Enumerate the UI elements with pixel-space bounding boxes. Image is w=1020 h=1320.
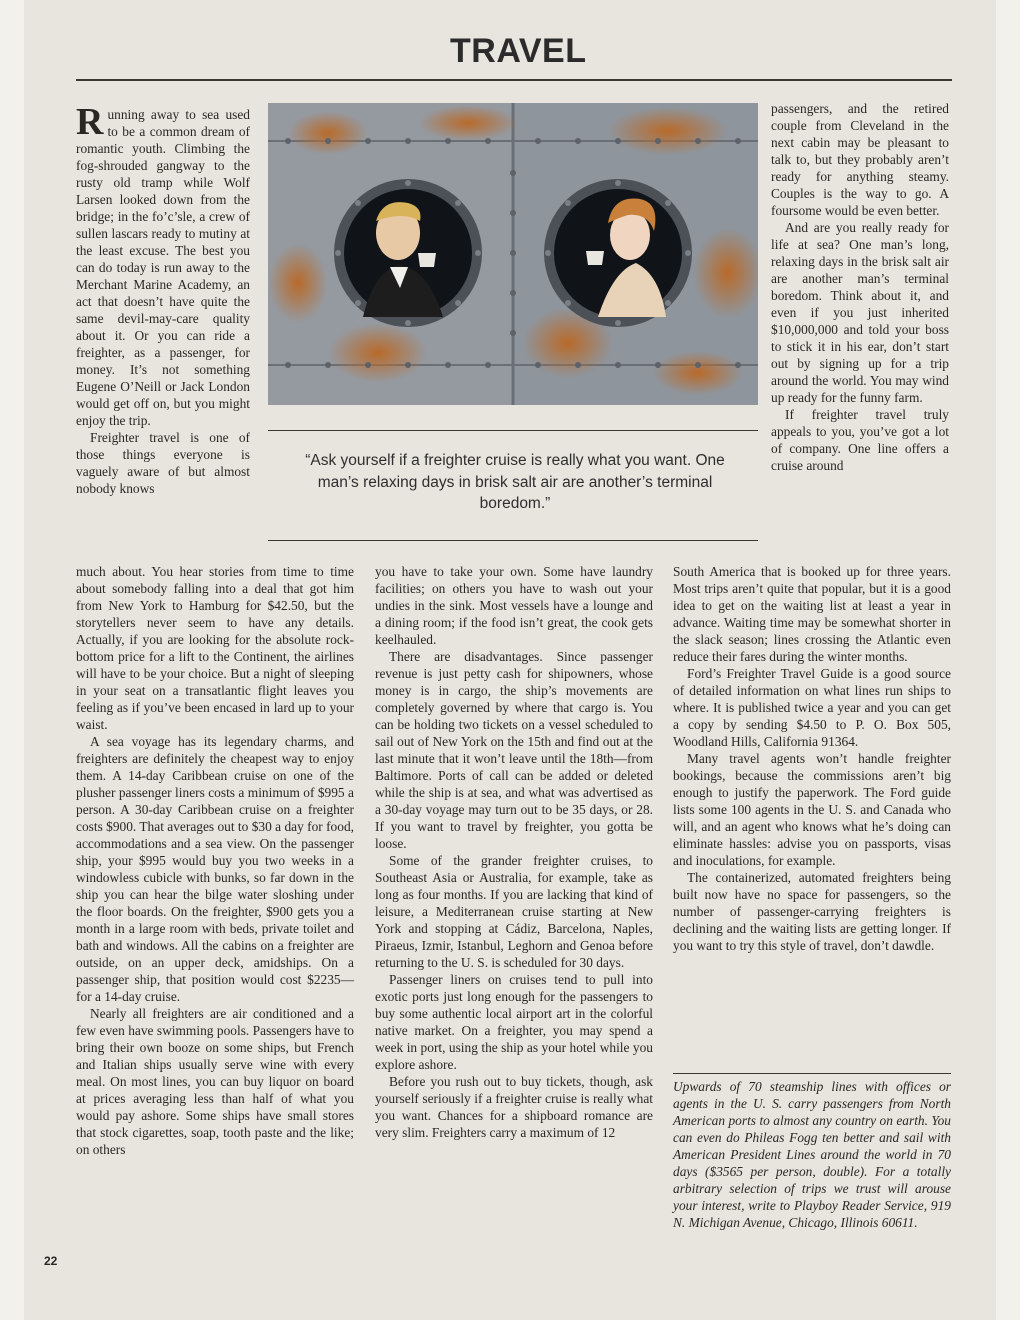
paragraph: you have to take your own. Some have laundry facilities; on others you have to wash out your undies in the sink. Most vessels have a lounge and a dining room; if the food isn’t great, the cook gets keelhauled. bbox=[375, 564, 653, 647]
quote-rule-bottom bbox=[268, 540, 758, 541]
column-3-top bbox=[771, 100, 949, 474]
paragraph: South America that is booked up for three years. Most trips aren’t quite that popular, but it is a good idea to get on the waiting list at least a year in advance. Waiting time may be somewhat shorter in the slack season; lines crossing the Atlantic even reduce their fares during the winter months. bbox=[673, 564, 951, 664]
paragraph: Some of the grander freighter cruises, to Southeast Asia or Australia, for example, take as long as four months. If you are lacking that kind of leisure, a Mediterranean cruise starting at New York and stopping at Cádiz, Barcelona, Naples, Piraeus, Izmir, Istanbul, Leghorn and Genoa before returning to the U. S. is scheduled for 30 days. bbox=[375, 853, 653, 970]
column-2 bbox=[375, 563, 653, 1141]
paragraph: passengers, and the retired couple from Cleveland in the next cabin may be pleasant to talk to, but they probably aren’t ready for anything steamy. Couples is the way to go. A foursome would be even better. bbox=[771, 101, 949, 218]
paragraph: Ford’s Freighter Travel Guide is a good source of detailed information on what lines run ships to where. It is published twice a year and you can get a copy by sending $4.50 to P. O. Box 505, Woodland Hills, California 91364. bbox=[673, 666, 951, 749]
paragraph: There are disadvantages. Since passenger revenue is just petty cash for shipowners, whose money is in cargo, the ship’s movements are completely governed by where that cargo is. You can be holding two tickets on a vessel scheduled to sail out of New York on the 15th and find out at the last minute that it won’t leave until the 18th—from Baltimore. Ports of call can be added or deleted while the ship is at sea, and what was advertised as a 30-day voyage may turn out to be 35 days, or 28. If you want to travel by freighter, you gotta be loose. bbox=[375, 649, 653, 851]
drop-cap: R bbox=[76, 101, 104, 143]
paragraph: Passenger liners on cruises tend to pull into exotic ports just long enough for the passengers to buy some authentic local airport art in the colorful native market. On a freighter, you may spend a week in port, using the ship as your hotel while you explore ashore. bbox=[375, 972, 653, 1072]
column-1-bottom bbox=[76, 563, 354, 1158]
paragraph: Before you rush out to buy tickets, though, ask yourself seriously if a freighter cruise is really what you want. Chances for a shipboard romance are very slim. Freighters carry a maximum of 12 bbox=[375, 1074, 653, 1140]
header-rule bbox=[76, 79, 952, 81]
paragraph bbox=[76, 101, 250, 429]
paragraph: Nearly all freighters are air conditioned and a few even have swimming pools. Passengers have to bring their own booze on some ships, but French and Italian ships usually serve wine with every meal. On most lines, you can buy liquor on board at prices averaging less than half of what you would pay ashore. Some ships have small stores that stock cigarettes, soap, tooth paste and the like; on others bbox=[76, 1006, 354, 1157]
column-3-bottom bbox=[673, 563, 951, 954]
paragraph: A sea voyage has its legendary charms, and freighters are definitely the cheapest way to enjoy them. A 14-day Caribbean cruise on one of the plusher passenger liners costs a minimum of $995 a person. A 30-day Caribbean cruise on a freighter costs $900. That averages out to $30 a day for food, accommodations and a sea view. On the passenger ship, your $995 would buy you two weeks in a windowless cubicle with bunks, so far down in the ship you can hear the bilge water sloshing under the floor boards. On the freighter, $900 gets you a month in a large room with beds, private toilet and bath and windows. All the cabins on a freighter are outside, on an upper deck, amidships. On a passenger ship, that position would cost $2235—for a 14-day cruise. bbox=[76, 734, 354, 1004]
paragraph-text: unning away to sea used to be a common dream of romantic youth. Climbing the fog-shrouded gangway to the rusty old tramp while Wolf Larsen looked down from the bridge; in the fo’c’sle, a crew of sullen lascars ready to mutiny at the least excuse. The best you can do today is run away to the Merchant Marine Academy, an act that doesn’t have quite the same devil-may-care quality about it. Or you can ride a freighter, as a passenger, for money. It’s not something Eugene O’Neill or Jack London would get off on, but you might enjoy the trip. bbox=[76, 107, 250, 428]
paragraph: And are you really ready for life at sea? One man’s long, relaxing days in the brisk salt air are another man’s terminal boredom. Think about it, and even if you just inherited $10,000,000 and told your boss to stick it in his ear, don’t start out by signing up for a trip around the world. You may wind up ready for the funny farm. bbox=[771, 220, 949, 405]
sidebar-note: Upwards of 70 steamship lines with offices or agents in the U. S. carry passengers from North American ports to almost any country on earth. You can even do Phileas Fogg ten better and sail with American President Lines around the world in 70 days ($3565 per person, double). For a totally arbitrary selection of trips we trust will arouse your interest, write to Playboy Reader Service, 919 N. Michigan Avenue, Chicago, Illinois 60611. bbox=[673, 1079, 951, 1230]
quote-rule-top bbox=[268, 430, 758, 431]
page-number: 22 bbox=[44, 1254, 58, 1268]
pull-quote: “Ask yourself if a freighter cruise is really what you want. One man’s relaxing days in brisk salt air are another’s terminal boredom.” bbox=[305, 452, 725, 512]
paragraph: Many travel agents won’t handle freighter bookings, because the commissions aren’t big enough to justify the paperwork. The Ford guide lists some 100 agents in the U. S. and Canada who will, and an agent who knows what he’s doing can eliminate hassles: advise you on passports, visas and inoculations, for example. bbox=[673, 751, 951, 868]
illustration-svg bbox=[268, 103, 758, 405]
sidebar-rule bbox=[673, 1073, 951, 1074]
porthole-couple-illustration bbox=[268, 103, 758, 405]
paragraph: The containerized, automated freighters being built now have no space for passengers, so the number of passenger-carrying freighters is declining and the waiting lists are getting longer. If you want to try this style of travel, don’t dawdle. bbox=[673, 870, 951, 953]
paragraph: Freighter travel is one of those things everyone is vaguely aware of but almost nobody knows bbox=[76, 430, 250, 496]
paragraph: If freighter travel truly appeals to you, you’ve got a lot of company. One line offers a cruise around bbox=[771, 407, 949, 473]
section-title: TRAVEL bbox=[450, 32, 587, 70]
column-1-top bbox=[76, 101, 250, 497]
paragraph: much about. You hear stories from time to time about somebody falling into a deal that got him from New York to Hamburg for $42.50, but the storytellers never seem to have any details. Actually, if you are looking for the absolute rock-bottom price for a lift to the Continent, the airlines will have to be your choice. But a night of sleeping in your seat on a transatlantic flight leaves you feeling as if you’ve been encased in lard up to your waist. bbox=[76, 564, 354, 732]
